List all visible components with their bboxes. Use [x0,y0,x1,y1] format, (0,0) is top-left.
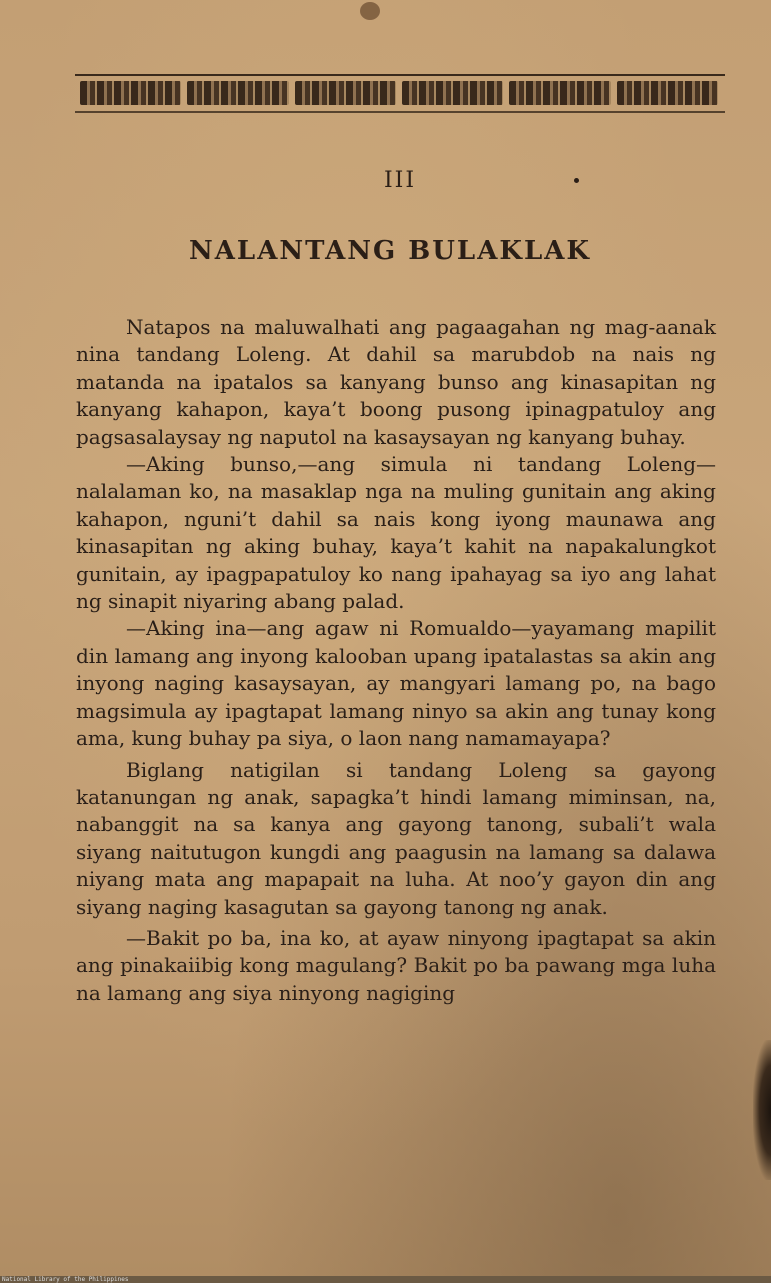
decorative-border [80,81,718,105]
paragraph: Biglang natigilan si tandang Loleng sa gayong katanungan ng anak, sapagka’t hindi lamang miminsan, na, nabanggit na sa kanya ang gayong tanong, subali’t wala siyang naitutugon kungdi ang paagusin na lamang sa dalawa niyang mata ang mapapait na luha. At noo’y gayon din ang siyang naging kasagutan sa gayong tanong ng anak. [76,757,716,919]
header-rule-top [75,74,725,76]
paragraph: —Bakit po ba, ina ko, at ayaw ninyong ipagtapat sa akin ang pinakaiibig kong magulang? Bakit po ba pawang mga luha na lamang ang siya ninyong nagiging [76,925,716,1005]
ornament-segment [295,81,396,105]
ornament-segment [617,81,718,105]
ornament-segment [509,81,610,105]
page-edge-shadow [753,1040,771,1180]
ornament-segment [80,81,181,105]
paragraph: Natapos na maluwalhati ang pagaagahan ng mag-aanak nina tandang Loleng. At dahil sa marubdob na nais ng matanda na ipatalos sa kanyang bunso ang kinasapitan ng kanyang kahapon, kaya’t boong pusong ipinagpatuloy ang pagsasalaysay ng naputol na kasaysayan ng kanyang buhay. [76,315,716,449]
body-text [76,314,716,1007]
ink-stain [360,2,380,20]
chapter-title: NALANTANG BULAKLAK [188,236,592,266]
chapter-number: III [383,168,417,193]
print-dot [574,178,579,183]
library-credit: National Library of the Philippines [2,1276,129,1283]
paragraph: —Aking ina—ang agaw ni Romualdo—yayamang mapilit din lamang ang inyong kalooban upang ipatalastas sa akin ang inyong naging kasaysayan, ay mangyari lamang po, na bago magsimula ay ipagtapat lamang ninyo sa akin ang tunay kong ama, kung buhay pa siya, o laon nang namamayapa? [76,616,716,751]
header-rule-bottom [75,111,725,113]
paragraph: —Aking bunso,—ang simula ni tandang Loleng—nalalaman ko, na masaklap nga na muling gunitain ang aking kahapon, nguni’t dahil sa nais kong iyong maunawa ang kinasapitan ng aking buhay, kaya’t kahit na napakalungkot gunitain, ay ipagpapatuloy ko nang ipahayag sa iyo ang lahat ng sinapit niyaring abang palad. [76,452,716,614]
ornament-segment [187,81,288,105]
ornament-segment [402,81,503,105]
